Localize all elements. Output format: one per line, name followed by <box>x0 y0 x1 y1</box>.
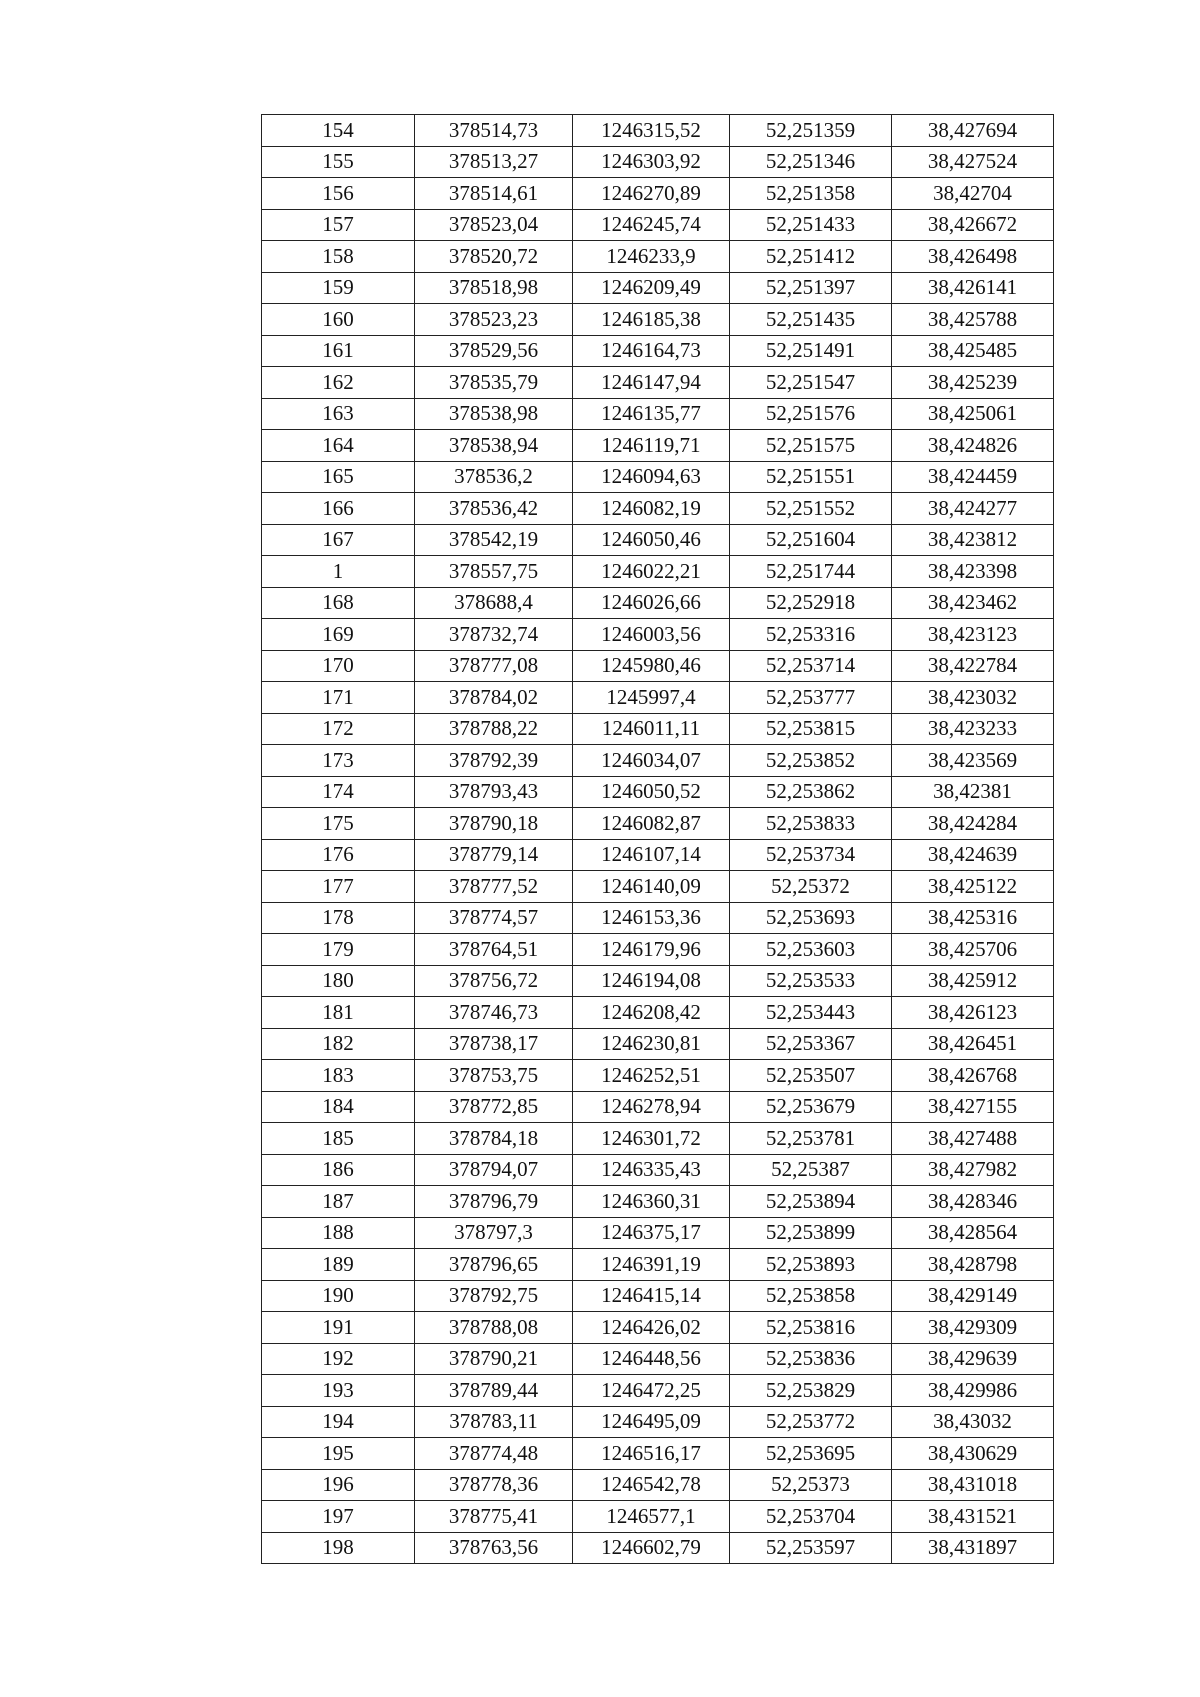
table-row <box>262 1312 1054 1344</box>
table-row <box>262 808 1054 840</box>
x-coordinate-cell: 378775,41 <box>415 1501 573 1533</box>
table-row <box>262 650 1054 682</box>
latitude-cell: 52,253816 <box>730 1312 892 1344</box>
longitude-cell: 38,424826 <box>892 430 1054 462</box>
x-coordinate-cell: 378778,36 <box>415 1469 573 1501</box>
point-number-cell: 167 <box>262 524 415 556</box>
point-number-cell: 180 <box>262 965 415 997</box>
latitude-cell: 52,253693 <box>730 902 892 934</box>
x-coordinate-cell: 378789,44 <box>415 1375 573 1407</box>
point-number-cell: 155 <box>262 146 415 178</box>
latitude-cell: 52,253893 <box>730 1249 892 1281</box>
table-row <box>262 965 1054 997</box>
x-coordinate-cell: 378738,17 <box>415 1028 573 1060</box>
x-coordinate-cell: 378535,79 <box>415 367 573 399</box>
y-coordinate-cell: 1246301,72 <box>573 1123 730 1155</box>
x-coordinate-cell: 378542,19 <box>415 524 573 556</box>
y-coordinate-cell: 1246602,79 <box>573 1532 730 1564</box>
latitude-cell: 52,25372 <box>730 871 892 903</box>
longitude-cell: 38,427524 <box>892 146 1054 178</box>
point-number-cell: 172 <box>262 713 415 745</box>
longitude-cell: 38,428798 <box>892 1249 1054 1281</box>
latitude-cell: 52,253815 <box>730 713 892 745</box>
longitude-cell: 38,425912 <box>892 965 1054 997</box>
y-coordinate-cell: 1246034,07 <box>573 745 730 777</box>
latitude-cell: 52,253533 <box>730 965 892 997</box>
table-row <box>262 997 1054 1029</box>
x-coordinate-cell: 378794,07 <box>415 1154 573 1186</box>
y-coordinate-cell: 1246472,25 <box>573 1375 730 1407</box>
x-coordinate-cell: 378520,72 <box>415 241 573 273</box>
point-number-cell: 166 <box>262 493 415 525</box>
table-row <box>262 335 1054 367</box>
longitude-cell: 38,425061 <box>892 398 1054 430</box>
x-coordinate-cell: 378779,14 <box>415 839 573 871</box>
latitude-cell: 52,253367 <box>730 1028 892 1060</box>
point-number-cell: 1 <box>262 556 415 588</box>
longitude-cell: 38,424459 <box>892 461 1054 493</box>
latitude-cell: 52,251346 <box>730 146 892 178</box>
latitude-cell: 52,251412 <box>730 241 892 273</box>
y-coordinate-cell: 1246050,46 <box>573 524 730 556</box>
table-row <box>262 398 1054 430</box>
latitude-cell: 52,253734 <box>730 839 892 871</box>
table-row <box>262 713 1054 745</box>
y-coordinate-cell: 1246270,89 <box>573 178 730 210</box>
latitude-cell: 52,251358 <box>730 178 892 210</box>
latitude-cell: 52,253704 <box>730 1501 892 1533</box>
table-row <box>262 619 1054 651</box>
latitude-cell: 52,251491 <box>730 335 892 367</box>
y-coordinate-cell: 1246140,09 <box>573 871 730 903</box>
table-row <box>262 934 1054 966</box>
point-number-cell: 182 <box>262 1028 415 1060</box>
longitude-cell: 38,424639 <box>892 839 1054 871</box>
latitude-cell: 52,251435 <box>730 304 892 336</box>
point-number-cell: 163 <box>262 398 415 430</box>
longitude-cell: 38,423233 <box>892 713 1054 745</box>
latitude-cell: 52,251575 <box>730 430 892 462</box>
longitude-cell: 38,423398 <box>892 556 1054 588</box>
y-coordinate-cell: 1246542,78 <box>573 1469 730 1501</box>
x-coordinate-cell: 378790,18 <box>415 808 573 840</box>
latitude-cell: 52,251359 <box>730 115 892 147</box>
latitude-cell: 52,253597 <box>730 1532 892 1564</box>
x-coordinate-cell: 378774,48 <box>415 1438 573 1470</box>
y-coordinate-cell: 1246107,14 <box>573 839 730 871</box>
longitude-cell: 38,423032 <box>892 682 1054 714</box>
x-coordinate-cell: 378753,75 <box>415 1060 573 1092</box>
table-row <box>262 871 1054 903</box>
y-coordinate-cell: 1246426,02 <box>573 1312 730 1344</box>
table-row <box>262 1438 1054 1470</box>
latitude-cell: 52,251547 <box>730 367 892 399</box>
y-coordinate-cell: 1246448,56 <box>573 1343 730 1375</box>
table-row <box>262 1091 1054 1123</box>
y-coordinate-cell: 1246335,43 <box>573 1154 730 1186</box>
point-number-cell: 187 <box>262 1186 415 1218</box>
point-number-cell: 164 <box>262 430 415 462</box>
longitude-cell: 38,428346 <box>892 1186 1054 1218</box>
y-coordinate-cell: 1246164,73 <box>573 335 730 367</box>
table-row <box>262 272 1054 304</box>
y-coordinate-cell: 1246082,87 <box>573 808 730 840</box>
point-number-cell: 186 <box>262 1154 415 1186</box>
x-coordinate-cell: 378518,98 <box>415 272 573 304</box>
x-coordinate-cell: 378796,65 <box>415 1249 573 1281</box>
y-coordinate-cell: 1246194,08 <box>573 965 730 997</box>
table-row <box>262 1028 1054 1060</box>
x-coordinate-cell: 378513,27 <box>415 146 573 178</box>
latitude-cell: 52,251397 <box>730 272 892 304</box>
latitude-cell: 52,253777 <box>730 682 892 714</box>
table-row <box>262 1123 1054 1155</box>
longitude-cell: 38,427488 <box>892 1123 1054 1155</box>
point-number-cell: 165 <box>262 461 415 493</box>
x-coordinate-cell: 378523,04 <box>415 209 573 241</box>
latitude-cell: 52,253772 <box>730 1406 892 1438</box>
point-number-cell: 198 <box>262 1532 415 1564</box>
longitude-cell: 38,426451 <box>892 1028 1054 1060</box>
latitude-cell: 52,25387 <box>730 1154 892 1186</box>
x-coordinate-cell: 378732,74 <box>415 619 573 651</box>
longitude-cell: 38,426498 <box>892 241 1054 273</box>
y-coordinate-cell: 1245997,4 <box>573 682 730 714</box>
longitude-cell: 38,427982 <box>892 1154 1054 1186</box>
latitude-cell: 52,25373 <box>730 1469 892 1501</box>
table-row <box>262 682 1054 714</box>
x-coordinate-cell: 378536,42 <box>415 493 573 525</box>
latitude-cell: 52,251552 <box>730 493 892 525</box>
x-coordinate-cell: 378772,85 <box>415 1091 573 1123</box>
table-row <box>262 524 1054 556</box>
y-coordinate-cell: 1246094,63 <box>573 461 730 493</box>
x-coordinate-cell: 378788,08 <box>415 1312 573 1344</box>
longitude-cell: 38,425122 <box>892 871 1054 903</box>
table-row <box>262 556 1054 588</box>
longitude-cell: 38,429309 <box>892 1312 1054 1344</box>
latitude-cell: 52,253714 <box>730 650 892 682</box>
latitude-cell: 52,253781 <box>730 1123 892 1155</box>
point-number-cell: 160 <box>262 304 415 336</box>
longitude-cell: 38,425316 <box>892 902 1054 934</box>
latitude-cell: 52,253507 <box>730 1060 892 1092</box>
y-coordinate-cell: 1246119,71 <box>573 430 730 462</box>
y-coordinate-cell: 1246303,92 <box>573 146 730 178</box>
table-row <box>262 1375 1054 1407</box>
table-row <box>262 209 1054 241</box>
longitude-cell: 38,424277 <box>892 493 1054 525</box>
longitude-cell: 38,425788 <box>892 304 1054 336</box>
point-number-cell: 190 <box>262 1280 415 1312</box>
table-row <box>262 493 1054 525</box>
point-number-cell: 171 <box>262 682 415 714</box>
y-coordinate-cell: 1246208,42 <box>573 997 730 1029</box>
longitude-cell: 38,425239 <box>892 367 1054 399</box>
latitude-cell: 52,251576 <box>730 398 892 430</box>
table-row <box>262 839 1054 871</box>
point-number-cell: 177 <box>262 871 415 903</box>
y-coordinate-cell: 1246245,74 <box>573 209 730 241</box>
longitude-cell: 38,42704 <box>892 178 1054 210</box>
latitude-cell: 52,253899 <box>730 1217 892 1249</box>
x-coordinate-cell: 378783,11 <box>415 1406 573 1438</box>
y-coordinate-cell: 1246230,81 <box>573 1028 730 1060</box>
longitude-cell: 38,42381 <box>892 776 1054 808</box>
point-number-cell: 170 <box>262 650 415 682</box>
x-coordinate-cell: 378746,73 <box>415 997 573 1029</box>
x-coordinate-cell: 378790,21 <box>415 1343 573 1375</box>
latitude-cell: 52,253679 <box>730 1091 892 1123</box>
longitude-cell: 38,429149 <box>892 1280 1054 1312</box>
point-number-cell: 169 <box>262 619 415 651</box>
table-row <box>262 1186 1054 1218</box>
table-row <box>262 1154 1054 1186</box>
point-number-cell: 197 <box>262 1501 415 1533</box>
table-row <box>262 304 1054 336</box>
y-coordinate-cell: 1246022,21 <box>573 556 730 588</box>
latitude-cell: 52,251604 <box>730 524 892 556</box>
x-coordinate-cell: 378763,56 <box>415 1532 573 1564</box>
point-number-cell: 185 <box>262 1123 415 1155</box>
point-number-cell: 168 <box>262 587 415 619</box>
point-number-cell: 176 <box>262 839 415 871</box>
x-coordinate-cell: 378792,39 <box>415 745 573 777</box>
latitude-cell: 52,251551 <box>730 461 892 493</box>
point-number-cell: 159 <box>262 272 415 304</box>
y-coordinate-cell: 1246360,31 <box>573 1186 730 1218</box>
table-row <box>262 776 1054 808</box>
longitude-cell: 38,427155 <box>892 1091 1054 1123</box>
longitude-cell: 38,426672 <box>892 209 1054 241</box>
y-coordinate-cell: 1245980,46 <box>573 650 730 682</box>
point-number-cell: 178 <box>262 902 415 934</box>
x-coordinate-cell: 378514,73 <box>415 115 573 147</box>
table-row <box>262 178 1054 210</box>
table-row <box>262 1532 1054 1564</box>
point-number-cell: 191 <box>262 1312 415 1344</box>
point-number-cell: 173 <box>262 745 415 777</box>
point-number-cell: 196 <box>262 1469 415 1501</box>
x-coordinate-cell: 378793,43 <box>415 776 573 808</box>
y-coordinate-cell: 1246495,09 <box>573 1406 730 1438</box>
longitude-cell: 38,422784 <box>892 650 1054 682</box>
table-row <box>262 1406 1054 1438</box>
y-coordinate-cell: 1246391,19 <box>573 1249 730 1281</box>
y-coordinate-cell: 1246233,9 <box>573 241 730 273</box>
latitude-cell: 52,253862 <box>730 776 892 808</box>
longitude-cell: 38,426123 <box>892 997 1054 1029</box>
longitude-cell: 38,429986 <box>892 1375 1054 1407</box>
point-number-cell: 183 <box>262 1060 415 1092</box>
x-coordinate-cell: 378774,57 <box>415 902 573 934</box>
point-number-cell: 157 <box>262 209 415 241</box>
x-coordinate-cell: 378796,79 <box>415 1186 573 1218</box>
x-coordinate-cell: 378756,72 <box>415 965 573 997</box>
y-coordinate-cell: 1246185,38 <box>573 304 730 336</box>
y-coordinate-cell: 1246011,11 <box>573 713 730 745</box>
longitude-cell: 38,426768 <box>892 1060 1054 1092</box>
longitude-cell: 38,425706 <box>892 934 1054 966</box>
x-coordinate-cell: 378777,08 <box>415 650 573 682</box>
x-coordinate-cell: 378777,52 <box>415 871 573 903</box>
latitude-cell: 52,253603 <box>730 934 892 966</box>
table-row <box>262 1343 1054 1375</box>
y-coordinate-cell: 1246278,94 <box>573 1091 730 1123</box>
y-coordinate-cell: 1246153,36 <box>573 902 730 934</box>
latitude-cell: 52,253829 <box>730 1375 892 1407</box>
table-row <box>262 1217 1054 1249</box>
longitude-cell: 38,431521 <box>892 1501 1054 1533</box>
x-coordinate-cell: 378688,4 <box>415 587 573 619</box>
y-coordinate-cell: 1246179,96 <box>573 934 730 966</box>
y-coordinate-cell: 1246415,14 <box>573 1280 730 1312</box>
latitude-cell: 52,251433 <box>730 209 892 241</box>
point-number-cell: 188 <box>262 1217 415 1249</box>
x-coordinate-cell: 378538,94 <box>415 430 573 462</box>
point-number-cell: 162 <box>262 367 415 399</box>
table-row <box>262 745 1054 777</box>
latitude-cell: 52,253852 <box>730 745 892 777</box>
longitude-cell: 38,423462 <box>892 587 1054 619</box>
latitude-cell: 52,253894 <box>730 1186 892 1218</box>
point-number-cell: 194 <box>262 1406 415 1438</box>
latitude-cell: 52,253695 <box>730 1438 892 1470</box>
longitude-cell: 38,43032 <box>892 1406 1054 1438</box>
coordinates-table <box>261 114 1054 1564</box>
point-number-cell: 161 <box>262 335 415 367</box>
latitude-cell: 52,252918 <box>730 587 892 619</box>
y-coordinate-cell: 1246082,19 <box>573 493 730 525</box>
longitude-cell: 38,423569 <box>892 745 1054 777</box>
y-coordinate-cell: 1246375,17 <box>573 1217 730 1249</box>
table-row <box>262 1469 1054 1501</box>
y-coordinate-cell: 1246050,52 <box>573 776 730 808</box>
y-coordinate-cell: 1246147,94 <box>573 367 730 399</box>
latitude-cell: 52,253443 <box>730 997 892 1029</box>
x-coordinate-cell: 378529,56 <box>415 335 573 367</box>
table-row <box>262 1501 1054 1533</box>
table-row <box>262 146 1054 178</box>
x-coordinate-cell: 378557,75 <box>415 556 573 588</box>
latitude-cell: 52,253858 <box>730 1280 892 1312</box>
x-coordinate-cell: 378792,75 <box>415 1280 573 1312</box>
longitude-cell: 38,423123 <box>892 619 1054 651</box>
longitude-cell: 38,425485 <box>892 335 1054 367</box>
longitude-cell: 38,424284 <box>892 808 1054 840</box>
longitude-cell: 38,431897 <box>892 1532 1054 1564</box>
y-coordinate-cell: 1246135,77 <box>573 398 730 430</box>
y-coordinate-cell: 1246577,1 <box>573 1501 730 1533</box>
longitude-cell: 38,426141 <box>892 272 1054 304</box>
table-row <box>262 1280 1054 1312</box>
latitude-cell: 52,251744 <box>730 556 892 588</box>
table-row <box>262 241 1054 273</box>
y-coordinate-cell: 1246315,52 <box>573 115 730 147</box>
x-coordinate-cell: 378797,3 <box>415 1217 573 1249</box>
point-number-cell: 175 <box>262 808 415 840</box>
x-coordinate-cell: 378523,23 <box>415 304 573 336</box>
point-number-cell: 174 <box>262 776 415 808</box>
longitude-cell: 38,430629 <box>892 1438 1054 1470</box>
point-number-cell: 158 <box>262 241 415 273</box>
x-coordinate-cell: 378514,61 <box>415 178 573 210</box>
longitude-cell: 38,427694 <box>892 115 1054 147</box>
x-coordinate-cell: 378764,51 <box>415 934 573 966</box>
longitude-cell: 38,428564 <box>892 1217 1054 1249</box>
point-number-cell: 181 <box>262 997 415 1029</box>
longitude-cell: 38,429639 <box>892 1343 1054 1375</box>
latitude-cell: 52,253833 <box>730 808 892 840</box>
table-row <box>262 430 1054 462</box>
point-number-cell: 154 <box>262 115 415 147</box>
y-coordinate-cell: 1246209,49 <box>573 272 730 304</box>
point-number-cell: 156 <box>262 178 415 210</box>
table-row <box>262 115 1054 147</box>
coordinates-table-body <box>262 115 1054 1564</box>
y-coordinate-cell: 1246026,66 <box>573 587 730 619</box>
point-number-cell: 179 <box>262 934 415 966</box>
x-coordinate-cell: 378784,02 <box>415 682 573 714</box>
point-number-cell: 193 <box>262 1375 415 1407</box>
longitude-cell: 38,423812 <box>892 524 1054 556</box>
point-number-cell: 184 <box>262 1091 415 1123</box>
point-number-cell: 195 <box>262 1438 415 1470</box>
x-coordinate-cell: 378536,2 <box>415 461 573 493</box>
y-coordinate-cell: 1246003,56 <box>573 619 730 651</box>
x-coordinate-cell: 378784,18 <box>415 1123 573 1155</box>
latitude-cell: 52,253836 <box>730 1343 892 1375</box>
table-row <box>262 367 1054 399</box>
table-row <box>262 587 1054 619</box>
table-row <box>262 1060 1054 1092</box>
table-row <box>262 902 1054 934</box>
point-number-cell: 189 <box>262 1249 415 1281</box>
latitude-cell: 52,253316 <box>730 619 892 651</box>
point-number-cell: 192 <box>262 1343 415 1375</box>
table-row <box>262 461 1054 493</box>
y-coordinate-cell: 1246516,17 <box>573 1438 730 1470</box>
x-coordinate-cell: 378538,98 <box>415 398 573 430</box>
table-row <box>262 1249 1054 1281</box>
x-coordinate-cell: 378788,22 <box>415 713 573 745</box>
longitude-cell: 38,431018 <box>892 1469 1054 1501</box>
y-coordinate-cell: 1246252,51 <box>573 1060 730 1092</box>
